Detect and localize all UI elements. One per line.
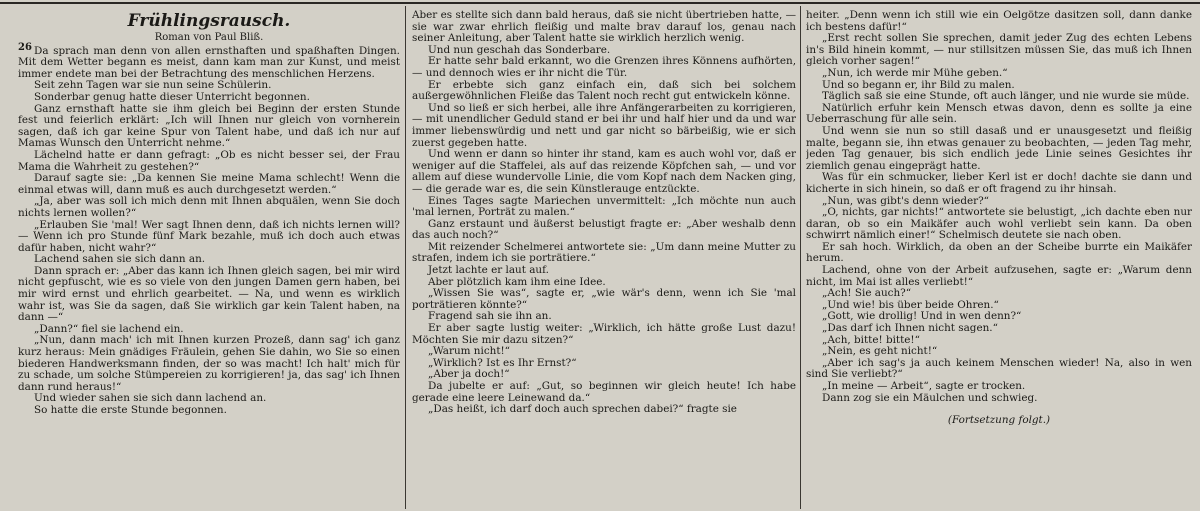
paragraph: Aber es stellte sich dann bald heraus, daß sie nicht übertrieben hatte, — sie war zwar ehrlich fleißig und malte brav darauf los, genau nach seiner Anleitung, aber Talent hatte sie wirklich herzlich wenig. <box>412 10 796 45</box>
column-3 <box>806 10 1192 507</box>
paragraph: Und wenn er dann so hinter ihr stand, kam es auch wohl vor, daß er weniger auf die Staffelei, als auf das reizende Köpfchen sah, — und vor allem auf diese wundervolle Linie, die vom Kopf nach dem Nacken ging, — die gerade war es, die sein Künstlerauge entzückte. <box>412 148 796 195</box>
paragraph: So hatte die erste Stunde begonnen. <box>34 404 227 416</box>
column-2-body <box>412 10 796 416</box>
paragraph: „Nun, was gibt's denn wieder?“ <box>822 194 989 207</box>
paragraph: Aber plötzlich kam ihm eine Idee. <box>428 275 606 288</box>
continuation-note: (Fortsetzung folgt.) <box>947 413 1051 426</box>
paragraph: Ganz ernsthaft hatte sie ihm gleich bei Beginn der ersten Stunde fest und feierlich erklärt: „Ich will Ihnen nur gleich von vornherein sagen, daß ich gar keine Spur von Talent habe, und daß ich nur auf Mamas Wunsch den Unterricht nehme.“ <box>18 102 400 150</box>
column-2 <box>412 10 796 507</box>
article-title: Frühlingsrausch. <box>127 11 291 31</box>
paragraph: Und so ließ er sich herbei, alle ihre Anfängerarbeiten zu korrigieren, — mit unendlicher Geduld stand er bei ihr und half hier und da und war immer liebenswürdig und nett und gar nicht so bärbeißig, wie er sich zuerst gegeben hatte. <box>412 101 796 149</box>
paragraph: „Das heißt, ich darf doch auch sprechen dabei?“ fragte sie <box>428 403 737 416</box>
column-divider <box>800 6 801 509</box>
paragraph: „Nun, ich werde mir Mühe geben.“ <box>822 66 1008 79</box>
paragraph: „Nun, dann mach' ich mit Ihnen kurzen Prozeß, dann sag' ich ganz kurz heraus: Mein gnädiges Fräulein, gehen Sie dahin, wo Sie so einen biederen Handwerksmann finden, der so was macht! Ich halt' mich für zu schade, um solche Stümpereien zu korrigieren! ja, das sag' ich Ihnen dann rund heraus!“ <box>18 334 400 393</box>
paragraph: Und wieder sahen sie sich dann lachend an. <box>34 392 267 405</box>
paragraph: „Und wie! bis über beide Ohren.“ <box>822 298 999 311</box>
paragraph: „Dann?“ fiel sie lachend ein. <box>34 322 184 335</box>
paragraph: Und so begann er, ihr Bild zu malen. <box>822 78 1015 91</box>
paragraph: Natürlich erfuhr kein Mensch etwas davon, denn es sollte ja eine Ueberraschung für alle sein. <box>806 101 1192 126</box>
paragraph: Mit reizender Schelmerei antwortete sie: „Um dann meine Mutter zu strafen, indem ich sie porträtiere.“ <box>412 240 796 265</box>
paragraph: „Erlauben Sie 'mal! Wer sagt Ihnen denn, daß ich nichts lernen will? — Wenn ich pro Stunde fünf Mark bezahle, muß ich doch auch etwas dafür haben, nicht wahr?“ <box>18 218 400 254</box>
paragraph: „Ach, bitte! bitte!“ <box>822 333 920 346</box>
paragraph: Fragend sah sie ihn an. <box>428 310 552 323</box>
paragraph: Er erbebte sich ganz einfach ein, daß sich bei solchem außergewöhnlichen Fleiße das Talent noch recht gut entwickeln könne. <box>412 78 796 103</box>
paragraph: Da sprach man denn von allen ernsthaften und spaßhaften Dingen. Mit dem Wetter begann es meist, dann kam man zur Kunst, und meist immer endete man bei der Betrachtung des menschlichen Herzens. <box>18 44 400 80</box>
paragraph: Sonderbar genug hatte dieser Unterricht begonnen. <box>34 90 310 103</box>
paragraph: Lächelnd hatte er dann gefragt: „Ob es nicht besser sei, der Frau Mama die Wahrheit zu gestehen?“ <box>18 148 400 173</box>
paragraph: „Gott, wie drollig! Und in wen denn?“ <box>822 310 1022 323</box>
column-1-body <box>18 46 400 417</box>
paragraph: „Ja, aber was soll ich mich denn mit Ihnen abquälen, wenn Sie doch nichts lernen wollen?“ <box>18 195 400 219</box>
paragraph: Er aber sagte lustig weiter: „Wirklich, ich hätte große Lust dazu! Möchten Sie mir dazu sitzen?“ <box>412 322 796 346</box>
column-divider <box>405 6 406 509</box>
paragraph: „Wirklich? Ist es Ihr Ernst?“ <box>428 356 577 369</box>
paragraph: „Aber ich sag's ja auch keinem Menschen wieder! Na, also in wen sind Sie verliebt?“ <box>806 356 1192 381</box>
paragraph: Da jubelte er auf: „Gut, so beginnen wir gleich heute! Ich habe gerade eine leere Leinewand da.“ <box>412 380 796 404</box>
paragraph: „Wissen Sie was“, sagte er, „wie wär's denn, wenn ich Sie 'mal porträtieren könnte?“ <box>412 287 796 311</box>
paragraph: Täglich saß sie eine Stunde, oft auch länger, und nie wurde sie müde. <box>822 90 1190 103</box>
installment-number: 26 <box>18 42 32 53</box>
paragraph: „Nein, es geht nicht!“ <box>822 345 938 358</box>
paragraph: heiter. „Denn wenn ich still wie ein Oelgötze dasitzen soll, dann danke ich bestens dafür!“ <box>806 10 1192 33</box>
paragraph: „Ach! Sie auch?“ <box>822 287 912 300</box>
paragraph: „O, nichts, gar nichts!“ antwortete sie belustigt, „ich dachte eben nur daran, ob so ein Maikäfer auch wohl verliebt sein kann. Da oben schwirrt nämlich einer!“ Schelmisch deutete sie nach oben. <box>806 206 1192 242</box>
top-rule <box>0 2 1200 4</box>
paragraph: Lachend sahen sie sich dann an. <box>34 253 206 266</box>
paragraph: „In meine — Arbeit“, sagte er trocken. <box>822 380 1026 392</box>
paragraph: „Aber ja doch!“ <box>428 368 510 381</box>
paragraph: Eines Tages sagte Mariechen unvermittelt: „Ich möchte nun auch 'mal lernen, Porträt zu malen.“ <box>412 194 796 219</box>
paragraph: Dann zog sie ein Mäulchen und schwieg. <box>822 391 1038 404</box>
paragraph: Darauf sagte sie: „Da kennen Sie meine Mama schlecht! Wenn die einmal etwas will, dann muß es auch durchgesetzt werden.“ <box>18 172 400 196</box>
paragraph: Lachend, ohne von der Arbeit aufzusehen, sagte er: „Warum denn nicht, im Mai ist alles verliebt!“ <box>806 264 1192 288</box>
paragraph: Jetzt lachte er laut auf. <box>428 264 549 277</box>
column-3-body <box>806 10 1192 404</box>
paragraph: Ganz erstaunt und äußerst belustigt fragte er: „Aber weshalb denn das auch noch?“ <box>412 217 796 242</box>
paragraph: Dann sprach er: „Aber das kann ich Ihnen gleich sagen, bei mir wird nicht gepfuscht, wie es so viele von den jungen Damen gern haben, bei mir wird ernst und ehrlich gearbeitet. — Na, und wenn es wirklich wahr ist, was Sie da sagen, daß Sie wirklich gar kein Talent haben, na dann —“ <box>18 264 400 324</box>
article-subtitle: Roman von Paul Bliß. <box>154 32 264 43</box>
paragraph: Was für ein schmucker, lieber Kerl ist er doch! dachte sie dann und kicherte in sich hinein, so daß er oft fragend zu ihr hinsah. <box>806 171 1192 195</box>
paragraph: Und nun geschah das Sonderbare. <box>428 43 611 56</box>
column-1 <box>18 10 400 507</box>
paragraph: „Warum nicht!“ <box>428 345 510 358</box>
paragraph: Er sah hoch. Wirklich, da oben an der Scheibe burrte ein Maikäfer herum. <box>806 240 1192 265</box>
paragraph: Und wenn sie nun so still dasaß und er unausgesetzt und fleißig malte, begann sie, ihn etwas genauer zu beobachten, — jeden Tag mehr, jeden Tag genauer, bis sich endlich jede Linie seines Gesichtes ihr ziemlich genau eingeprägt hatte. <box>806 124 1192 172</box>
paragraph: „Das darf ich Ihnen nicht sagen.“ <box>822 322 998 335</box>
paragraph: Er hatte sehr bald erkannt, wo die Grenzen ihres Könnens aufhörten, — und dennoch wies er ihr nicht die Tür. <box>412 55 796 79</box>
paragraph: „Erst recht sollen Sie sprechen, damit jeder Zug des echten Lebens in's Bild hinein kommt, — nur stillsitzen müssen Sie, das muß ich Ihnen gleich vorher sagen!“ <box>806 32 1192 68</box>
paragraph: Seit zehn Tagen war sie nun seine Schülerin. <box>34 79 272 92</box>
